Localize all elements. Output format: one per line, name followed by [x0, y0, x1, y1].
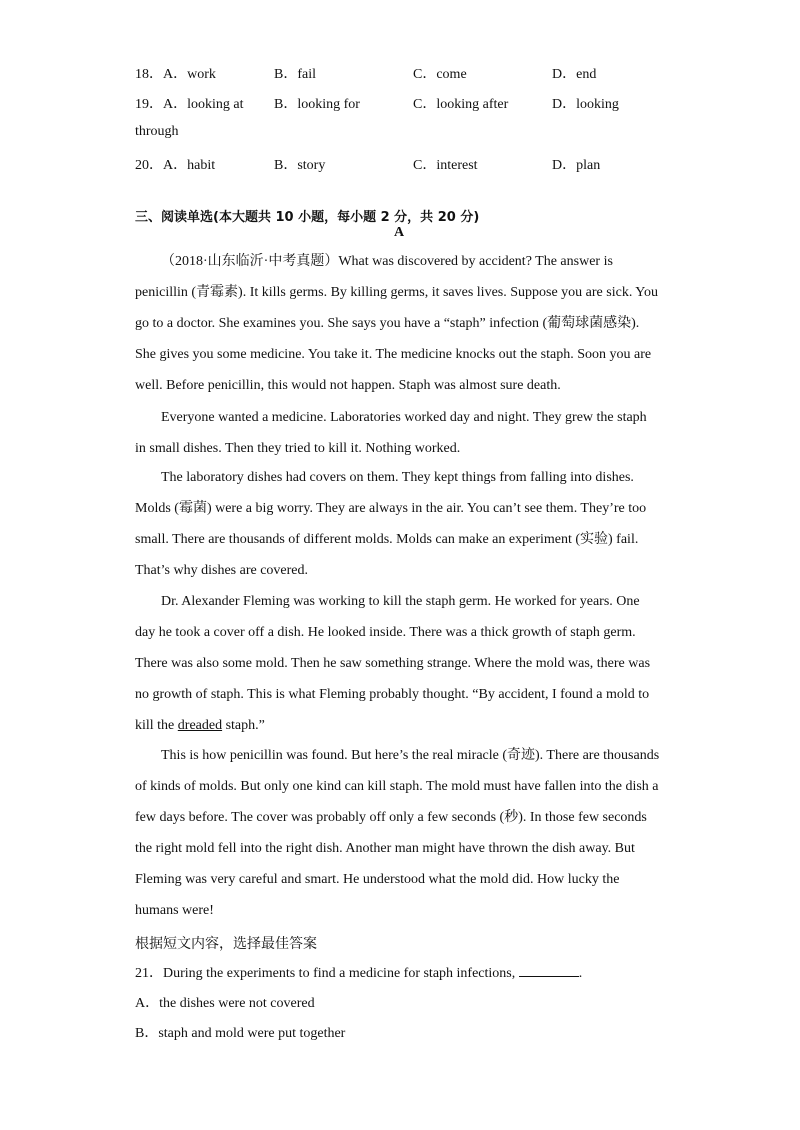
q20-option-c: C．interest [413, 158, 478, 173]
section-title: 三、阅读单选(本大题共 10 小题，每小题 2 分，共 20 分) [135, 210, 480, 225]
q18-option-a: 18．A．work [135, 67, 216, 82]
q19-option-d: D．looking [552, 97, 619, 112]
paragraph-line-last: kill the dreaded staph.” [135, 718, 265, 733]
question-21-stem: 21．During the experiments to find a medicine for staph infections, . [135, 966, 583, 981]
paragraph-line: There was also some mold. Then he saw something strange. Where the mold was, there was [135, 656, 651, 671]
paragraph-line: the right mold fell into the right dish. Another man might have thrown the dish away. But [135, 841, 635, 856]
paragraph-line: penicillin (青霉素). It kills germs. By killing germs, it saves lives. Suppose you are sick. You [135, 285, 659, 300]
q18-option-d: D．end [552, 67, 597, 82]
q18-option-c: C．come [413, 67, 467, 82]
paragraph-line: This is how penicillin was found. But here’s the real miracle (奇迹). There are thousands [161, 748, 660, 763]
paragraph-line: humans were! [135, 903, 214, 918]
paragraph-line: Molds (霉菌) were a big worry. They are always in the air. You can’t see them. They’re too [135, 501, 647, 516]
question-20 [135, 154, 695, 174]
paragraph-line: Dr. Alexander Fleming was working to kill the staph germ. He worked for years. One [161, 594, 640, 609]
q20-option-a: 20．A．habit [135, 158, 216, 173]
instruction: 根据短文内容，选择最佳答案 [135, 936, 317, 952]
underlined-word: dreaded [177, 718, 223, 733]
paragraph-line: The laboratory dishes had covers on them. They kept things from falling into dishes. [161, 470, 634, 485]
answer-blank [519, 964, 579, 977]
q21-option-a: A．the dishes were not covered [135, 996, 315, 1011]
paragraph-line: of kinds of molds. But only one kind can kill staph. The mold must have fallen into the dish a [135, 779, 659, 794]
question-18 [135, 63, 695, 83]
paragraph-line: day he took a cover off a dish. He looked inside. There was a thick growth of staph germ. [135, 625, 636, 640]
q20-option-b: B．story [274, 158, 326, 173]
q18-option-b: B．fail [274, 67, 316, 82]
paragraph-line: Fleming was very careful and smart. He understood what the mold did. How lucky the [135, 872, 620, 887]
paragraph-line: She gives you some medicine. You take it. The medicine knocks out the staph. Soon you are [135, 347, 652, 362]
q19-option-c: C．looking after [413, 97, 509, 112]
q20-option-d: D．plan [552, 158, 601, 173]
paragraph-3 [135, 462, 665, 586]
question-19 [135, 93, 695, 113]
paragraph-line: no growth of staph. This is what Fleming probably thought. “By accident, I found a mold to [135, 687, 650, 702]
paragraph-line: （2018·山东临沂·中考真题）What was discovered by accident? The answer is [161, 254, 613, 269]
paragraph-line: Everyone wanted a medicine. Laboratories worked day and night. They grew the staph [161, 410, 647, 425]
paragraph-2 [135, 402, 665, 464]
paragraph-line: go to a doctor. She examines you. She says you have a “staph” infection (葡萄球菌感染). [135, 316, 640, 331]
passage-label: A [394, 225, 405, 240]
paragraph-line: That’s why dishes are covered. [135, 563, 308, 578]
paragraph-line: few days before. The cover was probably off only a few seconds (秒). In those few seconds [135, 810, 647, 825]
paragraph-5 [135, 740, 665, 926]
paragraph-line: well. Before penicillin, this would not happen. Staph was almost sure death. [135, 378, 561, 393]
paragraph-1 [135, 246, 665, 401]
paragraph-line: in small dishes. Then they tried to kill it. Nothing worked. [135, 441, 461, 456]
q19-option-d-continuation: through [135, 124, 179, 139]
paragraph-4 [135, 586, 665, 741]
q19-option-a: 19．A．looking at [135, 97, 244, 112]
q21-option-b: B．staph and mold were put together [135, 1026, 346, 1041]
paragraph-line: small. There are thousands of different molds. Molds can make an experiment (实验) fail. [135, 532, 639, 547]
q19-option-b: B．looking for [274, 97, 360, 112]
